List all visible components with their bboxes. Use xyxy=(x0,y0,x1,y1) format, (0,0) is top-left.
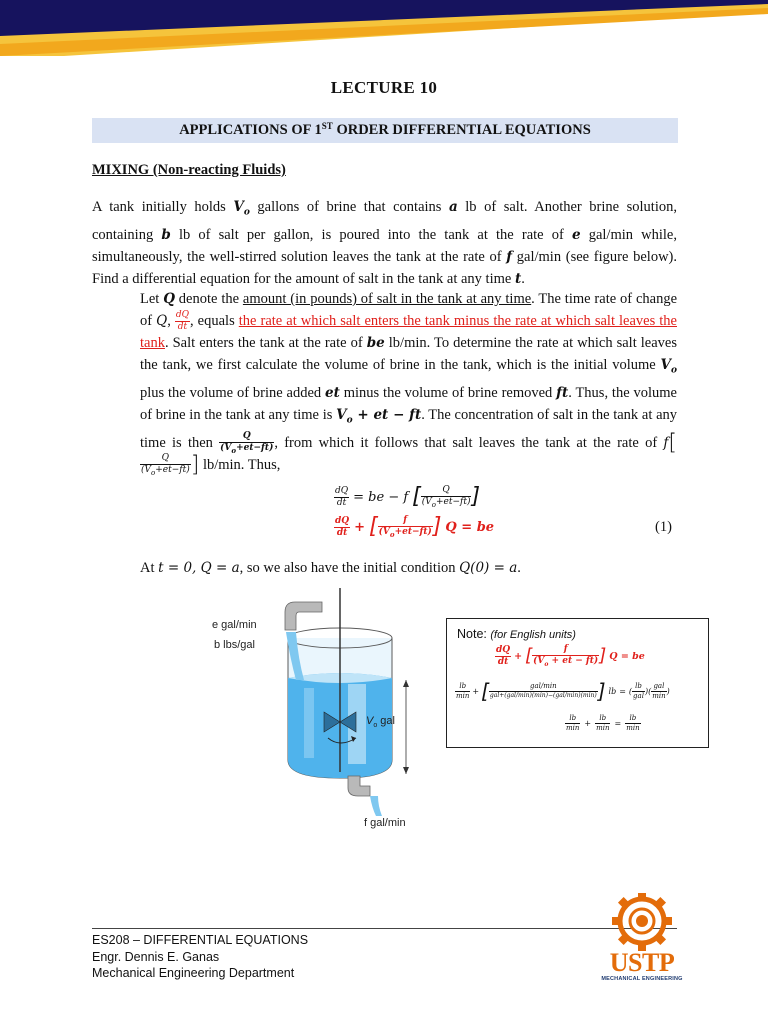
lecture-title: LECTURE 10 xyxy=(330,78,438,97)
initial-condition: At t = 0, Q = a, so we also have the initial condition Q(0) = a. xyxy=(140,560,521,576)
volume-label: $V_o$ gal xyxy=(366,715,395,730)
inflow-concentration-label: b lbs/gal xyxy=(214,639,255,651)
equation-line-1: $\frac{dQ}{dt}$ = be − f [ $\frac{Q}{(V_o+et-ft)}$ ] xyxy=(335,484,481,509)
equation-line-2: $\frac{dQ}{dt}$ + [ $\frac{f}{(V_o+et-ft)}$ ] Q = be xyxy=(335,514,495,539)
logo-wordmark: USTP xyxy=(609,948,675,977)
subheading: MIXING (Non-reacting Fluids) xyxy=(92,162,286,178)
section-heading: APPLICATIONS OF 1ST ORDER DIFFERENTIAL EQUATIONS xyxy=(92,118,678,143)
inflow-rate-label: e gal/min xyxy=(212,619,257,631)
footer xyxy=(92,932,308,982)
dq-dt-fraction: $\frac{dQ}{dt}$ xyxy=(175,310,190,333)
note-equation-1: $\frac{dQ}{dt}$ + [ $\frac{f}{(V_o + et - ft)}$ ] Q = be xyxy=(496,644,645,668)
outflow-rate-label: f gal/min xyxy=(364,817,406,829)
logo-subtitle: MECHANICAL ENGINEERING xyxy=(601,976,683,982)
derivation-paragraph: Let Q denote the amount (in pounds) of salt in the tank at any time. The time rate of change of Q, $\frac{dQ}{dt}$ , equals the rate at which salt enters the tank minus the rate at which salt leaves the tank. Salt enters the tank at the rate of be lb/min. To determine the rate at which salt leaves the tank, we first calculate the volume of brine in the tank, which is the initial volume $V_o$ plus the volume of brine added et minus the volume of brine removed ft. Thus, the volume of brine in the tank at any time is $V_o$ + et − ft. The concentration of salt in the tank at any time is then $\frac{Q}{(V_o+et-ft)}$ , from which it follows that salt leaves the tank at the rate of f[ $\frac{Q}{(V_o+et-ft)}$ ] lb/min. Thus, xyxy=(140,291,678,478)
outflow-fraction: $\frac{Q}{(V_o+et-ft)}$ xyxy=(141,453,190,478)
differential-equation xyxy=(334,482,494,542)
header-band xyxy=(0,0,768,56)
note-equation-3: $\frac{lb}{\min}$ + $\frac{lb}{\min}$ = $\frac{lb}{\min}$ xyxy=(566,714,640,732)
footer-rule xyxy=(92,928,677,929)
note-box xyxy=(446,618,709,748)
note-title: Note: (for English units) xyxy=(457,627,576,641)
note-equation-2: $\frac{lb}{\min}$ + [ $\frac{\text{gal/min}}{\text{gal+(gal/min)(min)−(gal/min)(min)}}$ ] lb = ( $\frac{lb}{\text{gal}}$ ) ( $\frac{\text{gal}}{\min}$ ) xyxy=(456,679,670,703)
instructor-name: Engr. Dennis E. Ganas xyxy=(92,949,220,964)
department-name: Mechanical Engineering Department xyxy=(92,966,295,980)
problem-paragraph: A tank initially holds $V_o$ gallons of brine that contains a lb of salt. Another brine solution, containing b lb of salt per gallon, is poured into the tank at the rate of e gal/min while, simultaneously, the well-stirred solution leaves the tank at the rate of f gal/min (see figure below). Find a differential equation for the amount of salt in the tank at any time t. xyxy=(92,199,677,287)
equation-number: (1) xyxy=(655,519,672,535)
course-name: ES208 – DIFFERENTIAL EQUATIONS xyxy=(92,933,309,947)
concentration-fraction: $\frac{Q}{(V_o+et-ft)}$ xyxy=(220,431,274,456)
mixing-tank-figure xyxy=(200,588,440,838)
